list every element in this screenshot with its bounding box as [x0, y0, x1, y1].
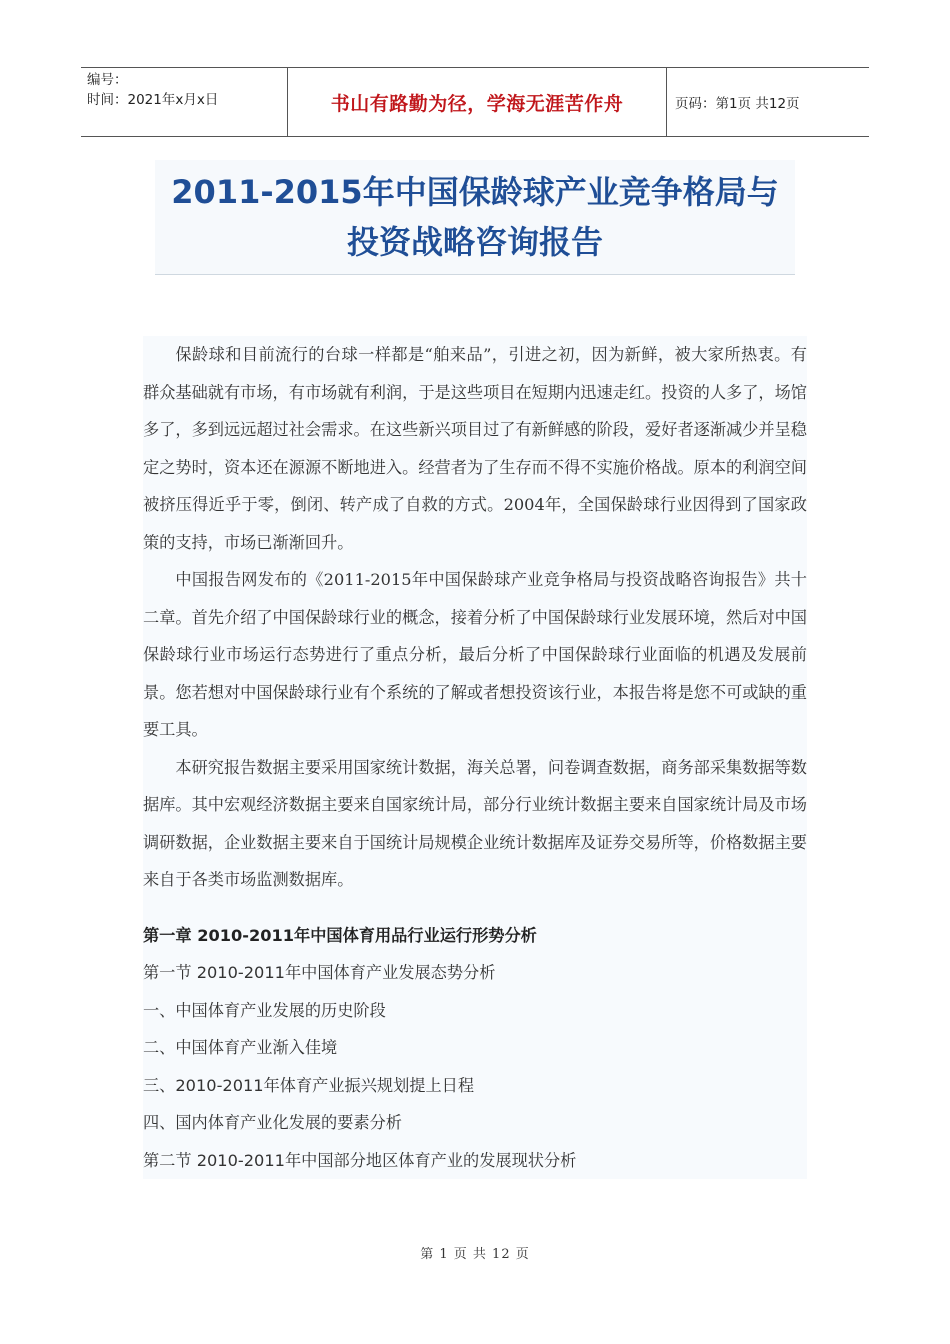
- header-meta-cell: [81, 68, 288, 136]
- document-title-line-2: 投资战略咨询报告: [346, 223, 603, 261]
- toc-chapter-1: 第一章 2010-2011年中国体育用品行业运行形势分析: [143, 925, 537, 945]
- intro-paragraph-1: 保龄球和目前流行的台球一样都是“舶来品”，引进之初，因为新鲜，被大家所热衷。有群众基础就有市场，有市场就有利润，于是这些项目在短期内迅速走红。投资的人多了，场馆多了，多到远远超过社会需求。在这些新兴项目过了有新鲜感的阶段，爱好者逐渐减少并呈稳定之势时，资本还在源源不断地进入。经营者为了生存而不得不实施价格战。原本的利润空间被挤压得近乎于零，倒闭、转产成了自救的方式。2004年，全国保龄球行业因得到了国家政策的支持，市场已渐渐回升。: [143, 345, 807, 552]
- document-title-block: [155, 160, 795, 275]
- header-motto: 书山有路勤为径，学海无涯苦作舟: [288, 68, 667, 136]
- intro-paragraph-3: 本研究报告数据主要采用国家统计数据，海关总署，问卷调查数据，商务部采集数据等数据库。其中宏观经济数据主要来自国家统计局，部分行业统计数据主要来自国家统计局及市场调研数据，企业数据主要来自于国统计局规模企业统计数据库及证券交易所等，价格数据主要来自于各类市场监测数据库。: [143, 757, 807, 889]
- document-header-table: [81, 67, 869, 137]
- intro-paragraph-2: 中国报告网发布的《2011-2015年中国保龄球产业竞争格局与投资战略咨询报告》共十二章。首先介绍了中国保龄球行业的概念，接着分析了中国保龄球行业发展环境，然后对中国保龄球行业市场运行态势进行了重点分析，最后分析了中国保龄球行业面临的机遇及发展前景。您若想对中国保龄球行业有个系统的了解或者想投资该行业，本报告将是您不可或缺的重要工具。: [143, 570, 807, 739]
- toc-section-1: 第一节 2010-2011年中国体育产业发展态势分析: [143, 963, 496, 982]
- toc-item-4: 四、国内体育产业化发展的要素分析: [143, 1113, 402, 1132]
- toc-item-1: 一、中国体育产业发展的历史阶段: [143, 1000, 386, 1020]
- document-body: [143, 336, 807, 1179]
- header-number-label: 编号：: [87, 72, 128, 88]
- page-footer: 第 1 页 共 12 页: [420, 1247, 530, 1262]
- toc-item-2: 二、中国体育产业渐入佳境: [143, 1038, 338, 1057]
- header-time-label: 时间：2021年x月x日: [87, 92, 219, 108]
- toc-section-2: 第二节 2010-2011年中国部分地区体育产业的发展现状分析: [143, 1150, 577, 1170]
- document-title-line-1: 2011-2015年中国保龄球产业竞争格局与: [171, 173, 779, 211]
- header-page-info: 页码：第1页 共12页: [675, 96, 800, 112]
- toc-item-3: 三、2010-2011年体育产业振兴规划提上日程: [143, 1075, 475, 1095]
